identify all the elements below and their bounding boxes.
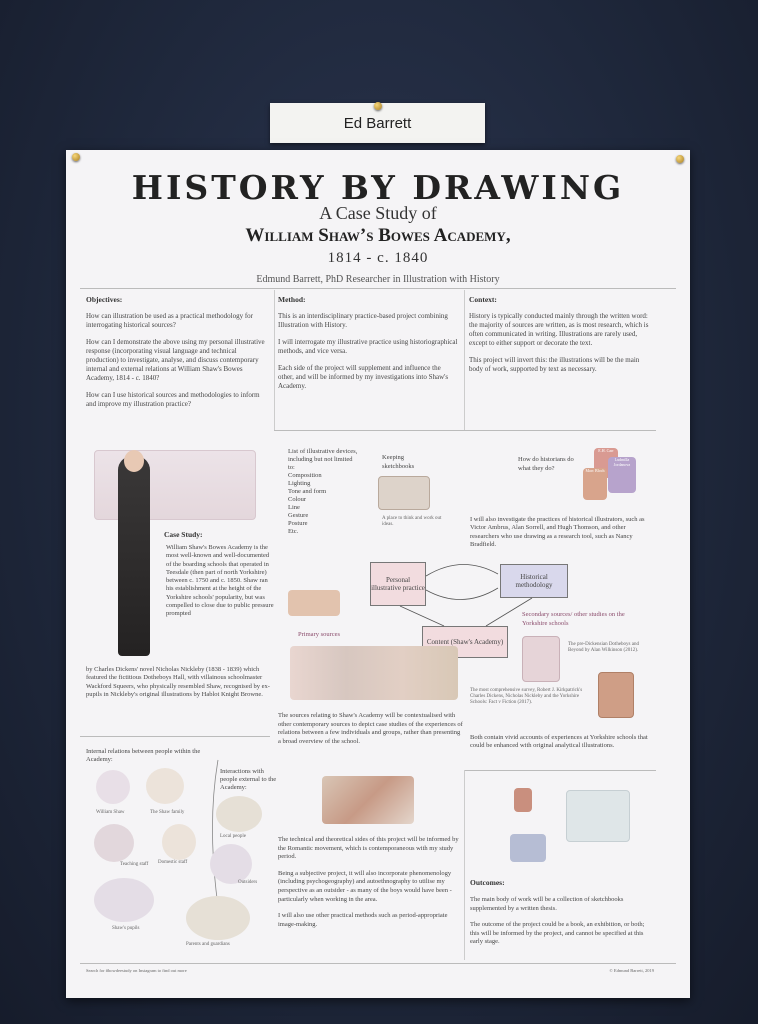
device-item: Lighting (288, 480, 311, 487)
secondary-text: Both contain vivid accounts of experiences at Yorkshire schools that could be enhanced with original analytical illustrations. (470, 734, 648, 750)
pin-icon (676, 155, 684, 163)
portrait-domestic-staff (162, 824, 196, 860)
context-p2: This project will invert this: the illustrations will be the main body of work, supported by text as necessary. (469, 356, 640, 373)
name-card-text: Ed Barrett (343, 114, 412, 132)
relation-label: Teaching staff (120, 862, 149, 867)
divider (80, 736, 270, 737)
footer-left: Search for #bowdeestudy on Instagram to find out more (86, 968, 187, 973)
document-pile-illustration (322, 776, 414, 824)
device-item: Colour (288, 496, 307, 503)
case-study-text-b: by Charles Dickens' novel Nicholas Nickleby (1838 - 1839) which featured the fictitious Dotheboys Hall, with villainous schoolmaster Wackford Squeers, who physically resembled Shaw, recognised by ex-pupils in Nickleby's original illustrations by Hablot Knight Browne. (86, 666, 270, 698)
devices-intro: List of illustrative devices, including but not limited to: (288, 448, 358, 471)
secondary-caption-1: The pre-Dickensian Dotheboys and Beyond by Alan Wilkinson (2012). (568, 642, 639, 653)
primary-sources-label: Primary sources (298, 631, 341, 638)
theory-text (278, 836, 462, 937)
book-label: Marc Bloch (585, 468, 605, 473)
book-label: Ludmilla Jordanova (613, 457, 631, 467)
exhibition-illustration (566, 790, 630, 842)
relation-label: Domestic staff (158, 860, 188, 865)
method-p1: This is an interdisciplinary practice-based project combining Illustration with History. (278, 312, 448, 329)
sketchbook-closed-illustration (514, 788, 532, 812)
context-heading: Context: (469, 295, 497, 304)
poster-subtitle: A Case Study of (319, 203, 437, 223)
secondary-caption-2: The most comprehensive survey, Robert J. Kirkpatrick's Charles Dickens, Nicholas Nickleby and the Yorkshire Schools: Fact v Fiction (2017). (470, 688, 583, 705)
outcomes-p1: The main body of work will be a collection of sketchbooks supplemented by a written thesis. (470, 896, 624, 912)
historical-methodology-box: Historical methodology (500, 564, 568, 598)
objectives-p1: How can illustration be used as a practical methodology for interrogating historical sources? (86, 312, 253, 329)
portrait-local-people (216, 796, 262, 832)
case-study-heading: Case Study: (164, 530, 203, 539)
poster (66, 150, 690, 998)
outcomes-p2: The outcome of the project could be a book, an exhibition, or both; this will be informed by the project, and cannot be specified at this early stage. (470, 921, 645, 946)
sketchbooks-label: Keeping sketchbooks (382, 454, 415, 470)
device-item: Posture (288, 520, 308, 527)
poster-title: HISTORY BY DRAWING (131, 168, 625, 207)
secondary-sources-label: Secondary sources/ other studies on the Yorkshire schools (522, 611, 625, 627)
divider (80, 963, 676, 964)
outcomes-heading: Outcomes: (470, 878, 505, 887)
relation-label: Outsiders (238, 880, 258, 885)
device-item: Tone and form (288, 488, 327, 495)
relation-label: Shaw's pupils (112, 926, 140, 931)
relation-label: Parents and guardians (186, 942, 230, 947)
historians-question: How do historians do what they do? (518, 456, 574, 472)
poster-subtitle-school: William Shaw’s Bowes Academy, (245, 225, 511, 246)
relation-label: The Shaw family (150, 810, 185, 815)
historians-text: I will also investigate the practices of historical illustrators, such as Victor Ambrus, Alan Sorrell, and Hugh Thomson, and other researchers who use drawing as a research tool, such as Nancy Bradfield. (470, 516, 645, 548)
pin-icon (374, 102, 382, 110)
sketchbook-open-illustration (510, 834, 546, 862)
theory-p3: I will also use other practical methods such as period-appropriate image-making. (278, 912, 448, 928)
portrait-teaching-staff (94, 824, 134, 862)
device-item: Etc. (288, 528, 299, 535)
academy-house-illustration (288, 590, 340, 616)
case-study-text-a: William Shaw's Bowes Academy is the most well-known and well-documented of the boarding schools that operated in Teesdale (then part of north Yorkshire) between c. 1750 and c. 1850. Shaw ran his establishment at the height of the Yorkshire schools' popularity, but was compelled to close due to public pressure prompted (166, 544, 274, 618)
portrait-parents (186, 896, 250, 940)
portrait-william-shaw (96, 770, 130, 804)
method-p2: I will interrogate my illustrative practice using historiographical methods, and vice versa. (278, 338, 458, 355)
objectives-p3: How can I use historical sources and methodologies to inform and improve my illustration practice? (86, 391, 260, 408)
primary-sources-illustration (290, 646, 458, 700)
sources-text: The sources relating to Shaw's Academy will be contextualised with other contemporary sources to depict case studies of the experiences of relations between a few individuals and groups, rather than presenting a broad overview of the school. (278, 712, 463, 745)
portrait-shaw-family (146, 768, 184, 804)
device-item: Gesture (288, 512, 309, 519)
poster-author: Edmund Barrett, PhD Researcher in Illustration with History (256, 274, 500, 285)
portrait-outsiders (210, 844, 252, 884)
poster-dates: 1814 - c. 1840 (327, 250, 429, 266)
external-relations-label: Interactions with people external to the Academy: (220, 768, 277, 791)
device-item: Line (288, 504, 300, 511)
theory-p2: Being a subjective project, it will also incorporate phenomenology (including psychogeography) and autoethnography to utilise my perspective as an outsider - as many of the boys would have been - particularly when working in the area. (278, 869, 452, 903)
relation-label: Local people (220, 834, 246, 839)
internal-relations-label: Internal relations between people within the Academy: (86, 748, 201, 763)
relation-label: William Shaw (96, 810, 125, 815)
method-p3: Each side of the project will supplement and influence the other, and will be informed by my investigations into Shaw's Academy. (278, 364, 449, 390)
divider (464, 770, 465, 960)
personal-practice-box: Personal illustrative practice (370, 562, 426, 606)
method-heading: Method: (278, 295, 306, 304)
theory-p1: The technical and theoretical sides of this project will be informed by the Romantic movement, which is contemporaneous with my study period. (278, 836, 459, 861)
pin-icon (72, 153, 80, 161)
device-item: Composition (288, 472, 322, 479)
book-dotheboys (522, 636, 560, 682)
objectives-heading: Objectives: (86, 295, 123, 304)
objectives-p2: How can I demonstrate the above using my personal illustrative response (incorporating visual language and technical production) to investigate, analyse, and discuss contemporary internal and external relations at William Shaw's Bowes Academy, 1814 - c. 1840? (86, 338, 265, 382)
divider (464, 770, 656, 771)
context-p1: History is typically conducted mainly through the written word: the majority of sources are written, as is most research, which is often communicated in writing. Illustrations are rarely used, except to either support or decorate the text. (469, 312, 649, 347)
book-kirkpatrick (598, 672, 634, 718)
content-box: Content (Shaw's Academy) (422, 626, 508, 658)
sketchbooks-caption: A place to think and work out ideas. (382, 516, 442, 527)
footer-right: © Edmund Barrett, 2019 (609, 968, 654, 973)
portrait-pupils (94, 878, 154, 922)
book-label: E.H. Carr (598, 448, 614, 453)
outcomes-text (470, 896, 652, 955)
